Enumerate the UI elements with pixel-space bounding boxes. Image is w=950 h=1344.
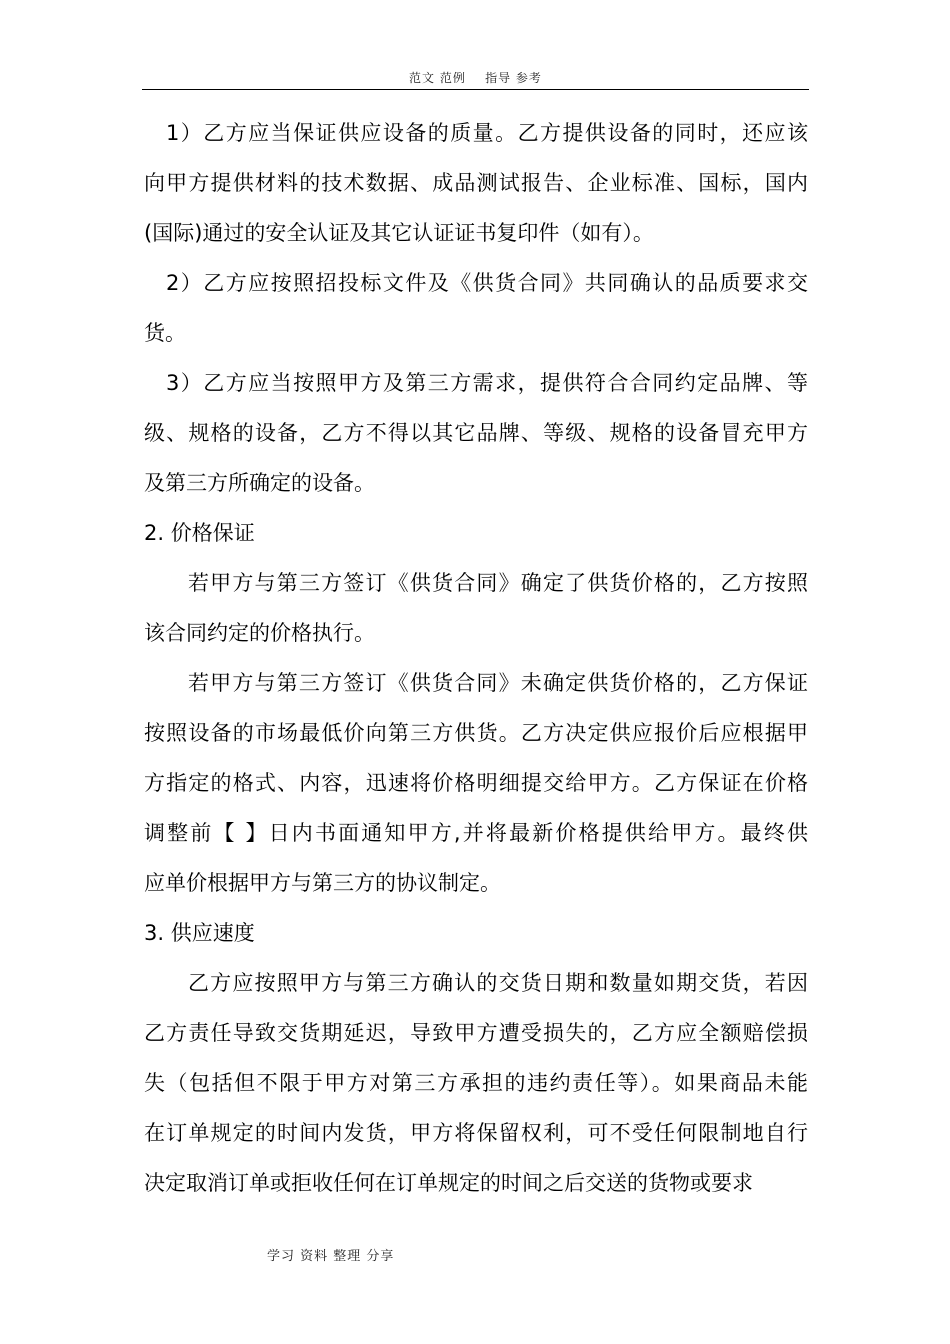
body-line: 该合同约定的价格执行。 [144, 621, 375, 645]
section-heading: 3. 供应速度 [144, 921, 255, 945]
body-line: 级、规格的设备，乙方不得以其它品牌、等级、规格的设备冒充甲方 [144, 421, 808, 445]
body-line: 2）乙方应按照招投标文件及《供货合同》共同确认的品质要求交 [166, 271, 808, 295]
body-line: 货。 [144, 321, 186, 345]
body-line: 失（包括但不限于甲方对第三方承担的违约责任等）。如果商品未能 [144, 1071, 808, 1095]
body-line: 按照设备的市场最低价向第三方供货。乙方决定供应报价后应根据甲 [144, 721, 808, 745]
page-header: 范文 范例 指导 参考 [142, 70, 809, 90]
body-line: 3）乙方应当按照甲方及第三方需求，提供符合合同约定品牌、等 [166, 371, 808, 395]
document-body [144, 108, 808, 1208]
body-line: 调整前【 】日内书面通知甲方,并将最新价格提供给甲方。最终供 [144, 821, 808, 845]
body-line: 1）乙方应当保证供应设备的质量。乙方提供设备的同时，还应该 [166, 121, 808, 145]
body-line: 及第三方所确定的设备。 [144, 471, 375, 495]
section-heading: 2. 价格保证 [144, 521, 255, 545]
body-line: (国际)通过的安全认证及其它认证证书复印件（如有）。 [144, 221, 654, 245]
body-line: 若甲方与第三方签订《供货合同》确定了供货价格的，乙方按照 [188, 571, 808, 595]
body-line: 向甲方提供材料的技术数据、成品测试报告、企业标准、国标，国内 [144, 171, 808, 195]
body-line: 方指定的格式、内容，迅速将价格明细提交给甲方。乙方保证在价格 [144, 771, 808, 795]
body-line: 乙方责任导致交货期延迟，导致甲方遭受损失的，乙方应全额赔偿损 [144, 1021, 808, 1045]
body-line: 乙方应按照甲方与第三方确认的交货日期和数量如期交货，若因 [188, 971, 808, 995]
body-line: 在订单规定的时间内发货，甲方将保留权利，可不受任何限制地自行 [144, 1121, 808, 1145]
page-footer: 学习 资料 整理 分享 [267, 1249, 395, 1264]
body-line: 应单价根据甲方与第三方的协议制定。 [144, 871, 501, 895]
body-line: 决定取消订单或拒收任何在订单规定的时间之后交送的货物或要求 [144, 1171, 753, 1195]
body-line: 若甲方与第三方签订《供货合同》未确定供货价格的，乙方保证 [188, 671, 808, 695]
